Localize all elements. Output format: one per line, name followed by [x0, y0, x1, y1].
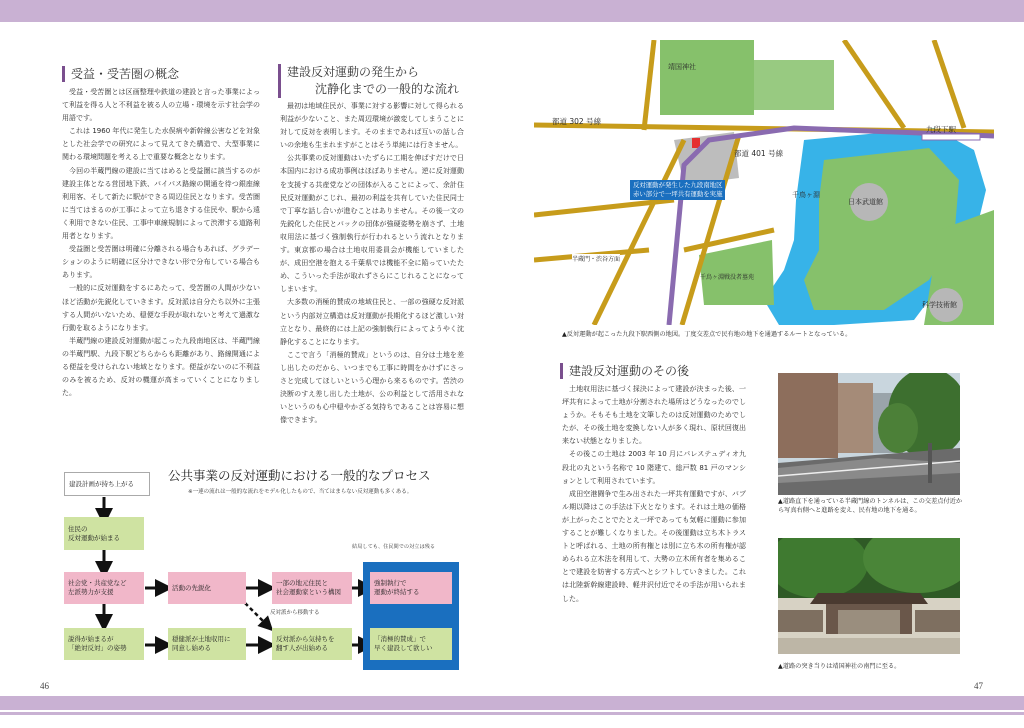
flow-box-radicalization: 活動の先鋭化	[168, 572, 246, 604]
flow-label-finish: 結局しても、住民間での対立は残る	[352, 544, 436, 550]
flow-box-moderates-agree: 穏健派が土地収用に 同意し始める	[168, 628, 246, 660]
flowchart-title: 公共事業の反対運動における一般的なプロセス	[168, 468, 431, 483]
heading-bar	[560, 363, 563, 379]
section3-body	[562, 383, 746, 606]
section-heading-sonogo	[560, 363, 689, 379]
map-callout: 反対運動が発生した九段南地区 赤い部分で一坪共有運動を実施	[630, 180, 725, 200]
flow-box-enforcement: 強制執行で 運動が終結する	[370, 572, 452, 604]
heading-line-2: 沈静化までの一般的な流れ	[315, 82, 460, 96]
flow-box-plan: 建設計画が持ち上がる	[64, 472, 150, 496]
paragraph: 成田空港闘争で生み出された一坪共有運動ですが、バブル期以降はこの手法は下火となります。それは土地の価格が上がったことでたとえ一坪であっても気軽に運動に参加することが難しくなりました。その後運動は立ち木トラストと呼ばれる、土地の所有権とは別に立ち木の所有権が認められる立木法を利用して、大勢の立木所有者を集めることで建設を妨害する方式へとシフトしていきました。これは北陸新幹線建設時、軽井沢付近でその手法が用いられました。	[562, 489, 746, 603]
map	[534, 40, 994, 325]
flowchart-note: ※一連の流れは一般的な流れをモデル化したもので、当てはまらない反対運動も多くある。	[188, 489, 413, 495]
section-heading-hantai	[278, 64, 459, 98]
heading-text: 建設反対運動のその後	[569, 364, 690, 378]
heading-bar	[62, 66, 65, 82]
street-photo	[778, 373, 960, 495]
gate-photo-caption: ▲道路の突き当りは靖国神社の南門に至る。	[778, 663, 901, 670]
section1-body	[62, 86, 260, 400]
paragraph: これは 1960 年代に発生した水俣病や新幹線公害などを対象とした社会学での研究によって見えてきた構造で、大型事業に関わる環境問題を考える上で重要な概念となります。	[62, 127, 260, 162]
map-label-shrine: 靖国神社	[668, 63, 696, 71]
bottom-band	[0, 696, 1024, 710]
section2-body	[280, 100, 464, 427]
paragraph: 大多数の消極的賛成の地域住民と、一部の強硬な反対派という内部対立構造は反対運動が長期化するほど激しい対立となり、最終的には上記の強制執行によってようやく沈静化することになります。	[280, 298, 464, 346]
paragraph: 半蔵門線の建設反対運動が起こった九段南地区は、半蔵門線の半蔵門駅、九段下駅どちらからも距離があり、路線開通による便益を受けられない地域となります。便益がないのに不利益のみを被るため、反対の機運が高まっていくことになりました。	[62, 336, 260, 398]
heading-bar	[278, 64, 281, 98]
flow-box-defectors: 反対派から気持ちを 翻す人が出始める	[272, 628, 352, 660]
paragraph: 一般的に反対運動をするにあたって、受苦圏の人間が少ないほど活動が先鋭化していきます。反対派は自分たち以外に主張する人間がいないため、穏便な手段が取れないと考えて過激な行動を取るようになります。	[62, 284, 260, 332]
paragraph: 受益圏と受苦圏は明確に分離される場合もあれば、グラデーションのように明確に区分けできない形で分布している場合もあります。	[62, 245, 260, 280]
map-label-hanzomon: 半蔵門・渋谷方面	[572, 256, 621, 263]
map-graphic	[534, 40, 994, 325]
heading-line-1: 建設反対運動の発生から	[287, 65, 420, 79]
bottom-band-line	[0, 712, 1024, 715]
paragraph: 受益・受苦圏とは区画整理や鉄道の建設と言った事業によって利益を得る人と不利益を被る人の立場・環境を示す社会学の用語です。	[62, 88, 260, 123]
top-band	[0, 0, 1024, 22]
street-photo-graphic	[778, 373, 960, 495]
flow-box-persuasion: 説得が始まるが 「絶対反対」の姿勢	[64, 628, 144, 660]
gate-photo	[778, 538, 960, 654]
map-label-cemetery: 千鳥ヶ淵戦没者墓苑	[700, 274, 755, 281]
page-number-right: 47	[974, 681, 983, 691]
map-label-road302: 都道 302 号線	[552, 117, 602, 126]
map-label-science: 科学技術館	[922, 301, 957, 309]
flow-box-opposition-start: 住民の 反対運動が始まる	[64, 517, 144, 550]
flow-box-passive-approval: 「消極的賛成」で 早く建設して欲しい	[370, 628, 452, 660]
map-label-budokan: 日本武道館	[848, 198, 883, 206]
paragraph: 今回の半蔵門線の建設に当てはめると受益圏に該当するのが建設主体となる営団地下鉄、バイパス路線の開通を待つ銀座線利用客、そして新たに駅ができる周辺住民となります。受苦圏に当てはまるのが工事によって立ち退きする住民や、駅から遠く利用できない住民、工事中車線規制によって渋滞する道路利用者となります。	[62, 166, 260, 241]
heading-text: 受益・受苦圏の概念	[71, 67, 180, 81]
paragraph: その後この土地は 2003 年 10 月にパレステュディオ九段北の丸という名称で 10 階建て、総戸数 81 戸のマンションとして利用されています。	[562, 450, 746, 485]
flow-box-leftist-support: 社会党・共産党など 左派勢力が支援	[64, 572, 144, 604]
map-label-road401: 都道 401 号線	[734, 149, 784, 158]
flow-label-move: 反対派から移動する	[270, 610, 320, 616]
page-number-left: 46	[40, 681, 49, 691]
map-label-pond: 千鳥ヶ淵	[792, 191, 820, 199]
paragraph: 最初は地域住民が、事業に対する影響に対して得られる利益が少ないこと、また周辺環境が激変してしまうことに対して反対を表明します。そのままであれば互いの話し合いの余地も生まれますがことはそう単純には行きません。	[280, 102, 464, 150]
map-caption: ▲反対運動が起こった九段下駅西側の地図。丁度交差点で民有地の地下を通過するルートとなっている。	[562, 331, 852, 338]
paragraph: 土地収用法に基づく採決によって建設が決まった後、一坪共有によって土地が分割された場所はどうなったのでしょうか。そもそも土地を文筆したのは反対運動のためでしたが、その後土地を変換しない人が多く現れ、原状回復出来ない状態となりました。	[562, 385, 746, 446]
section-heading-juueki	[62, 66, 179, 82]
gate-photo-graphic	[778, 538, 960, 654]
heading-text	[287, 64, 459, 98]
paragraph: ここで言う「消極的賛成」というのは、自分は土地を差し出したのだから、いつまでも工事に時間をかけずにさっさと完成してほしいという心理から来るものです。苦渋の決断のすえ差し出した土地が、公の利益として活用されないというのも心中穏やかざる気持ちであることは容易に想像できます。	[280, 350, 464, 425]
street-photo-caption: ▲道路直下を通っている半蔵門線のトンネルは、この交差点付近から写真右側へと進路を変え、民有地の地下を通る。	[778, 498, 963, 514]
map-label-station: 九段下駅	[926, 125, 956, 134]
paragraph: 公共事業の反対運動はいたずらに工期を伸ばすだけで日本国内における成功事例はほぼありません。逆に反対運動を支援する共産党などの団体が入ることによって、余計住民反対運動がこじれ、最初の利益を共有していた住民同士で丁寧な話し合いが進むことはありません。その後一文の先鋭化した住民とバックの団体が強硬姿勢を崩さず、土地収用法に基づく強制執行が行われるという流れとなります。東京都の場合は土地収用委員会が機能していましたが、成田空港を抱える千葉県では機能不全に陥っていたため、こういった手法が取れずさらにこじれることになってしまいます。	[280, 154, 464, 294]
flow-box-activists: 一部の地元住民と 社会運動家という構図	[272, 572, 352, 604]
